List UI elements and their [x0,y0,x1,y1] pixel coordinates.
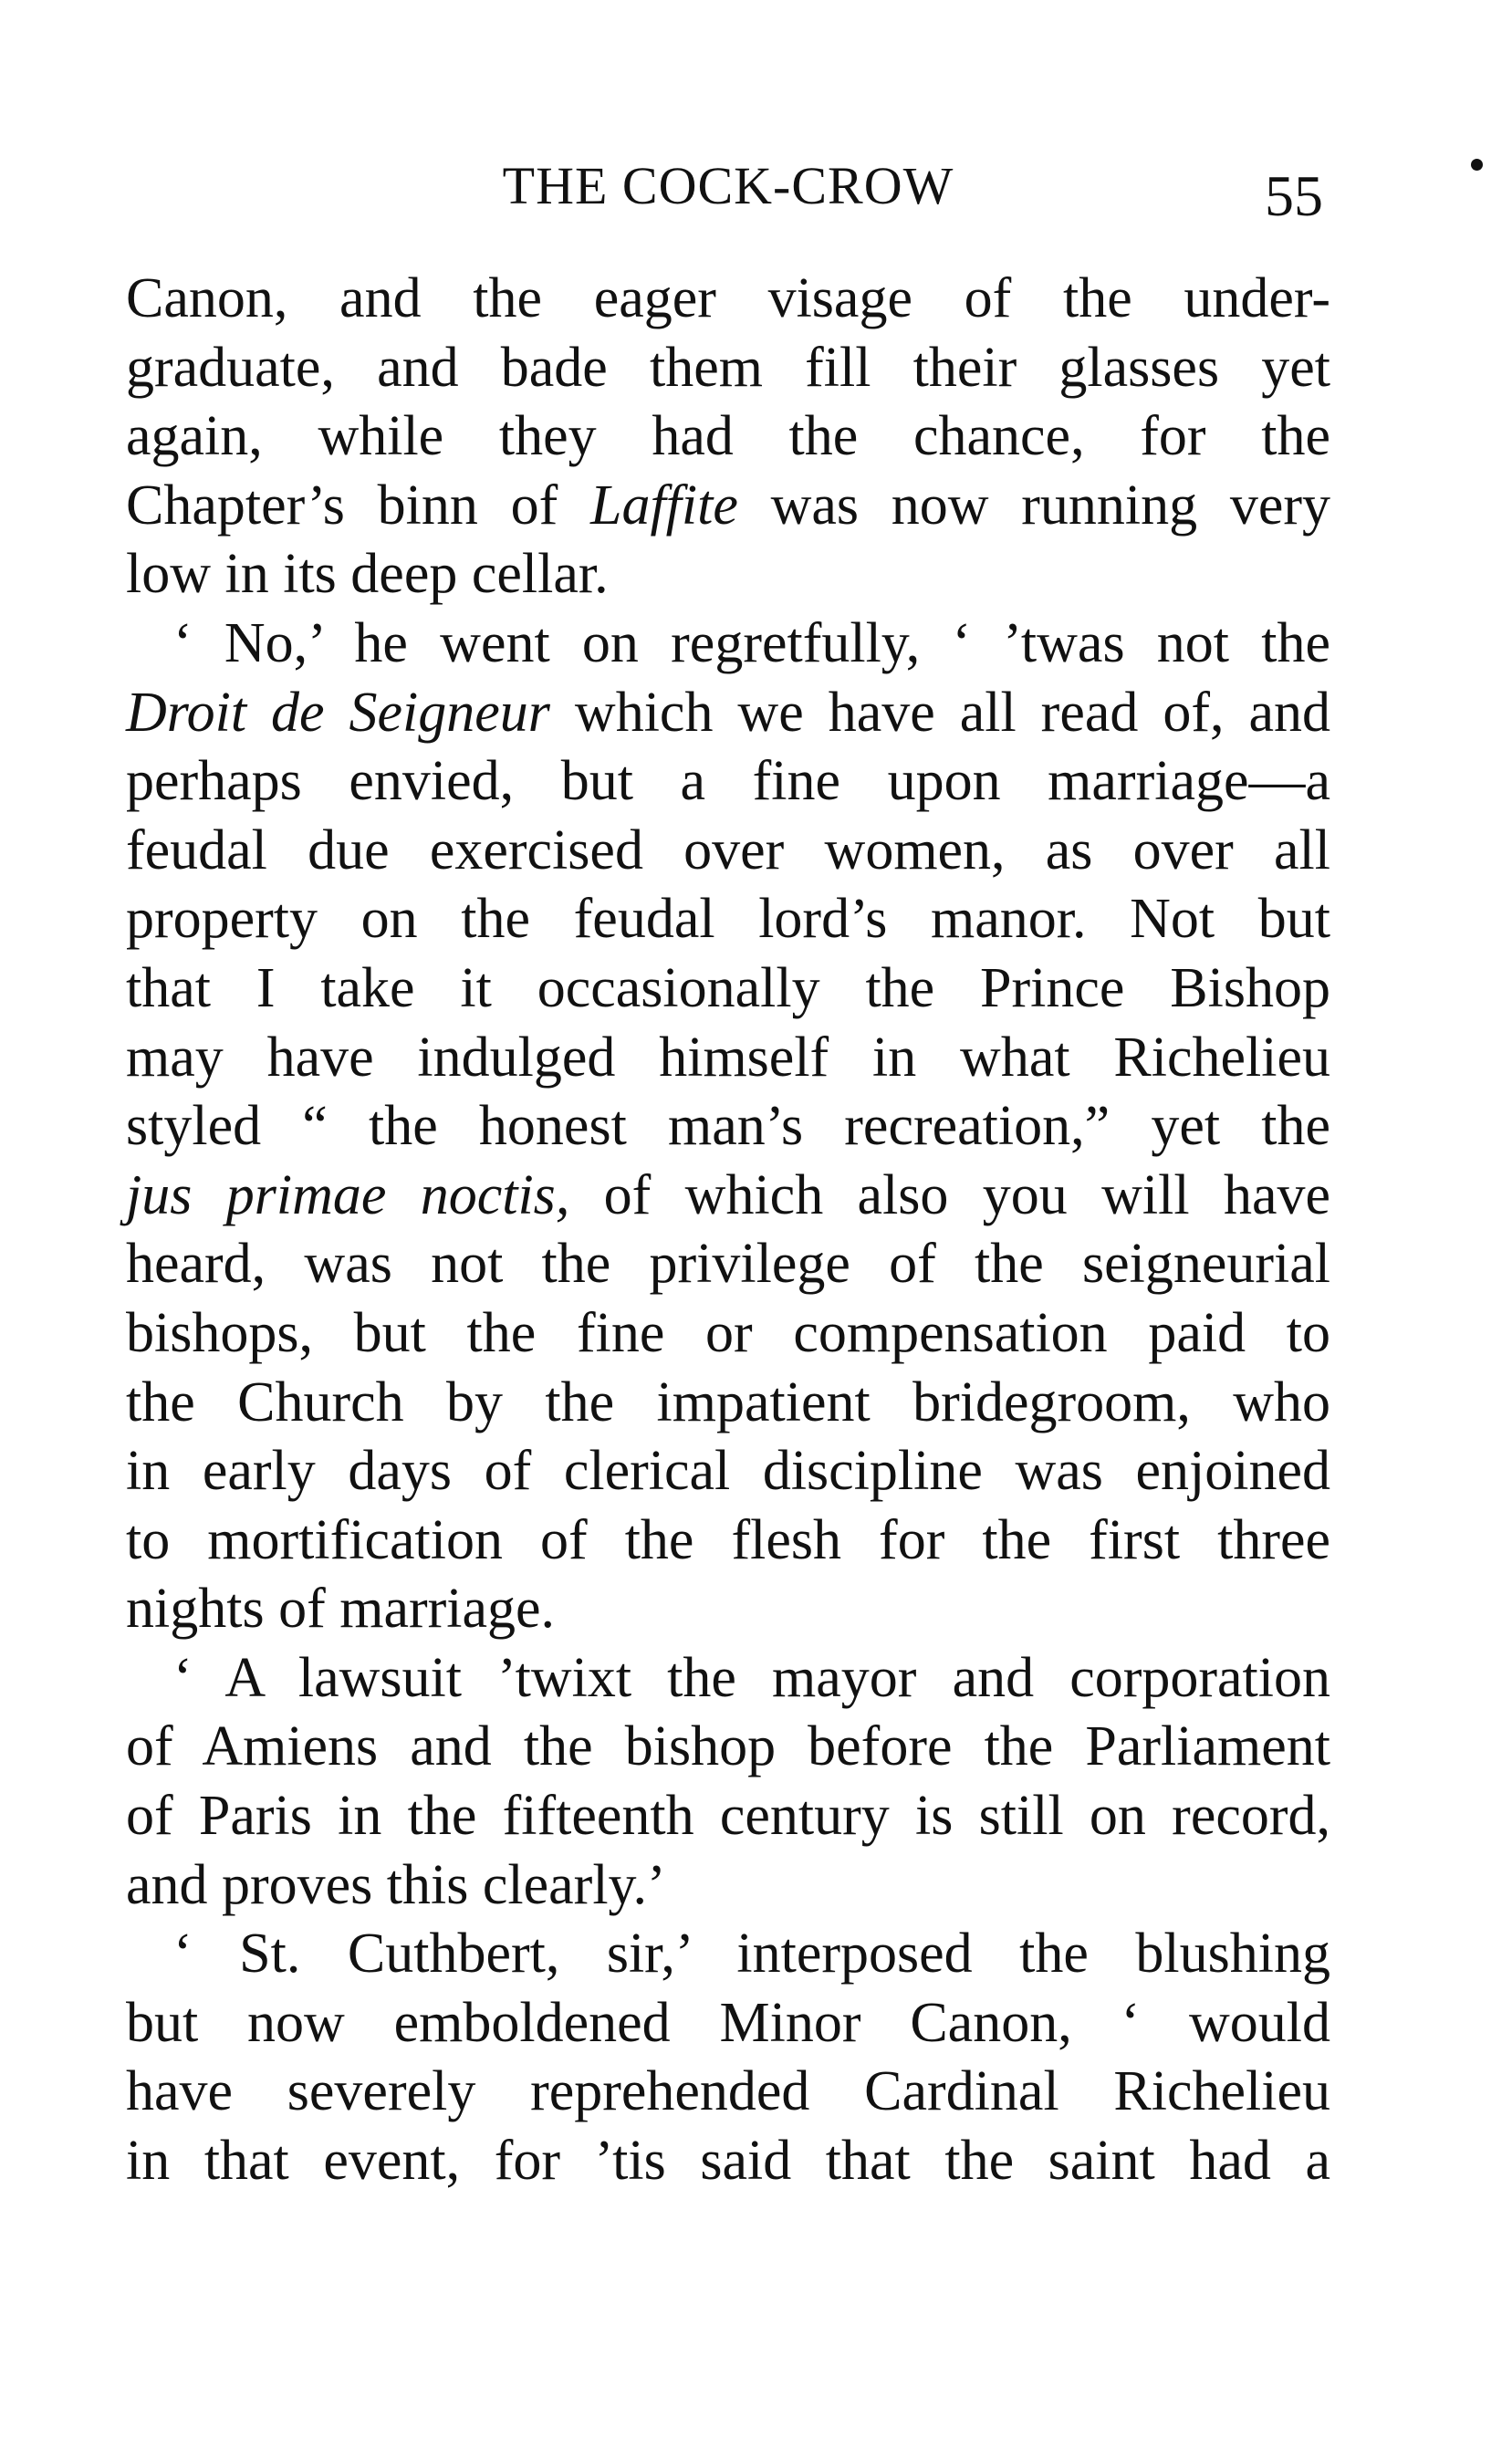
text-line: to mortification of the flesh for the first three [126,1508,1330,1571]
text-line: ‘ No,’ he went on regretfully, ‘ ’twas not the [173,611,1330,674]
italic-term: jus primae noctis, [126,1163,570,1226]
page-number: 55 [1265,163,1323,228]
margin-dot [1471,159,1483,171]
italic-term: Laffite [589,474,738,537]
text-line: ‘ A lawsuit ’twixt the mayor and corporation [173,1646,1330,1709]
text-line: ‘ St. Cuthbert, sir,’ interposed the blushing [173,1923,1330,1986]
text-line: property on the feudal lord’s manor. Not but [126,888,1330,951]
text-line: nights of marriage. [126,1578,556,1641]
text-line: perhaps envied, but a fine upon marriage—a [126,750,1330,813]
text-line: in that event, for ’tis said that the saint had a [126,2130,1330,2193]
text-line: feudal due exercised over women, as over all [126,818,1330,881]
text-line: again, while they had the chance, for the [126,405,1330,468]
running-head [126,155,1330,255]
text-line: Droit de Seigneur which we have all read of, and [126,681,1330,744]
running-title: THE COCK-CROW [502,156,954,215]
text-line: and proves this clearly.’ [126,1853,666,1916]
text-line: have severely reprehended Cardinal Richelieu [126,2060,1330,2123]
text-line: bishops, but the fine or compensation paid to [126,1301,1330,1364]
text-line: the Church by the impatient bridegroom, who [126,1371,1330,1433]
text-line: that I take it occasionally the Prince Bishop [126,956,1330,1019]
text-line: jus primae noctis, of which also you will have [126,1163,1330,1226]
body-text [126,265,1330,2196]
text-line: but now emboldened Minor Canon, ‘ would [126,1991,1330,2054]
book-page [126,155,1330,2196]
text-line: of Amiens and the bishop before the Parliament [126,1715,1330,1778]
text-line: Canon, and the eager visage of the under- [126,267,1330,329]
text-line: styled “ the honest man’s recreation,” yet the [126,1095,1330,1158]
text-line: may have indulged himself in what Richelieu [126,1026,1330,1089]
text-line: graduate, and bade them fill their glasses yet [126,336,1330,399]
text-line: heard, was not the privilege of the seigneurial [126,1233,1330,1296]
text-line: Chapter’s binn of Laffite was now running very [126,474,1331,537]
text-line: in early days of clerical discipline was enjoined [126,1440,1330,1503]
text-line: low in its deep cellar. [126,543,609,606]
text-line: of Paris in the fifteenth century is still on record, [126,1785,1330,1848]
italic-term: Droit de Seigneur [126,681,550,744]
